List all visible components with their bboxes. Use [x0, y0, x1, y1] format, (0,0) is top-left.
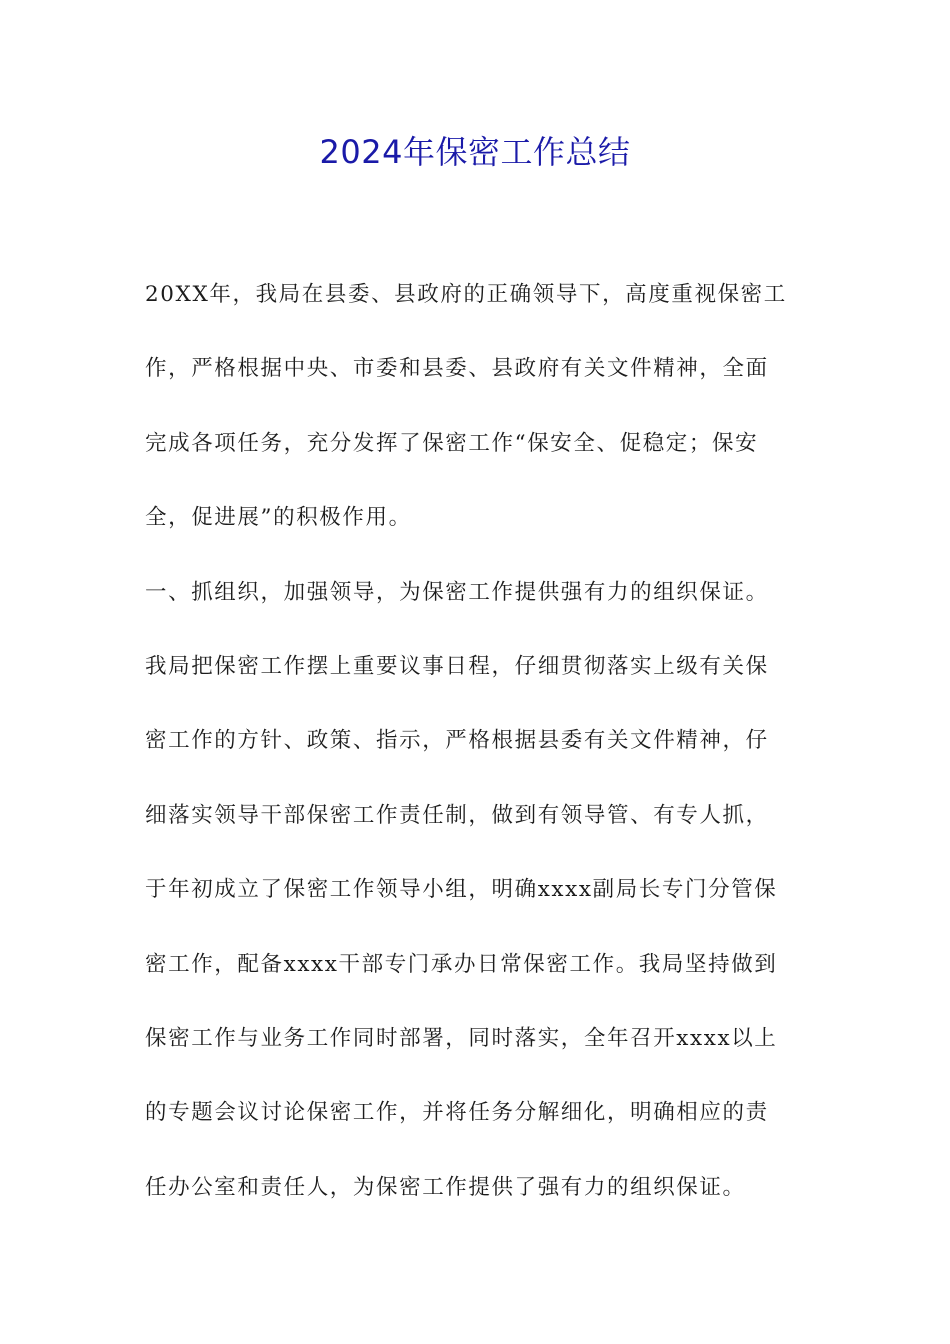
text-line: 任办公室和责任人，为保密工作提供了强有力的组织保证。: [145, 1174, 746, 1200]
paragraph-section-1: [145, 630, 810, 1225]
text-line: 的专题会议讨论保密工作，并将任务分解细化，明确相应的责: [145, 1100, 769, 1126]
document-body: [145, 258, 810, 1225]
paragraph-intro: [145, 258, 810, 556]
text-line: 密工作，配备xxxx干部专门承办日常保密工作。我局坚持做到: [145, 951, 778, 977]
text-line: 作，严格根据中央、市委和县委、县政府有关文件精神，全面: [145, 356, 769, 382]
text-line: 完成各项任务，充分发挥了保密工作“保安全、促稳定；保安: [145, 430, 759, 456]
text-line: 一、抓组织，加强领导，为保密工作提供强有力的组织保证。: [145, 579, 769, 605]
text-line: 于年初成立了保密工作领导小组，明确xxxx副局长专门分管保: [145, 877, 778, 903]
text-line: 我局把保密工作摆上重要议事日程，仔细贯彻落实上级有关保: [145, 653, 769, 679]
text-line: 全，促进展”的积极作用。: [145, 505, 412, 531]
document-title: 2024年保密工作总结: [319, 133, 631, 171]
section-heading-1: [145, 556, 810, 630]
text-line: 20XX年，我局在县委、县政府的正确领导下，高度重视保密工: [145, 282, 787, 307]
text-line: 保密工作与业务工作同时部署，同时落实，全年召开xxxx以上: [145, 1025, 778, 1051]
text-line: 密工作的方针、政策、指示，严格根据县委有关文件精神，仔: [145, 728, 769, 754]
text-line: 细落实领导干部保密工作责任制，做到有领导管、有专人抓，: [145, 802, 769, 828]
